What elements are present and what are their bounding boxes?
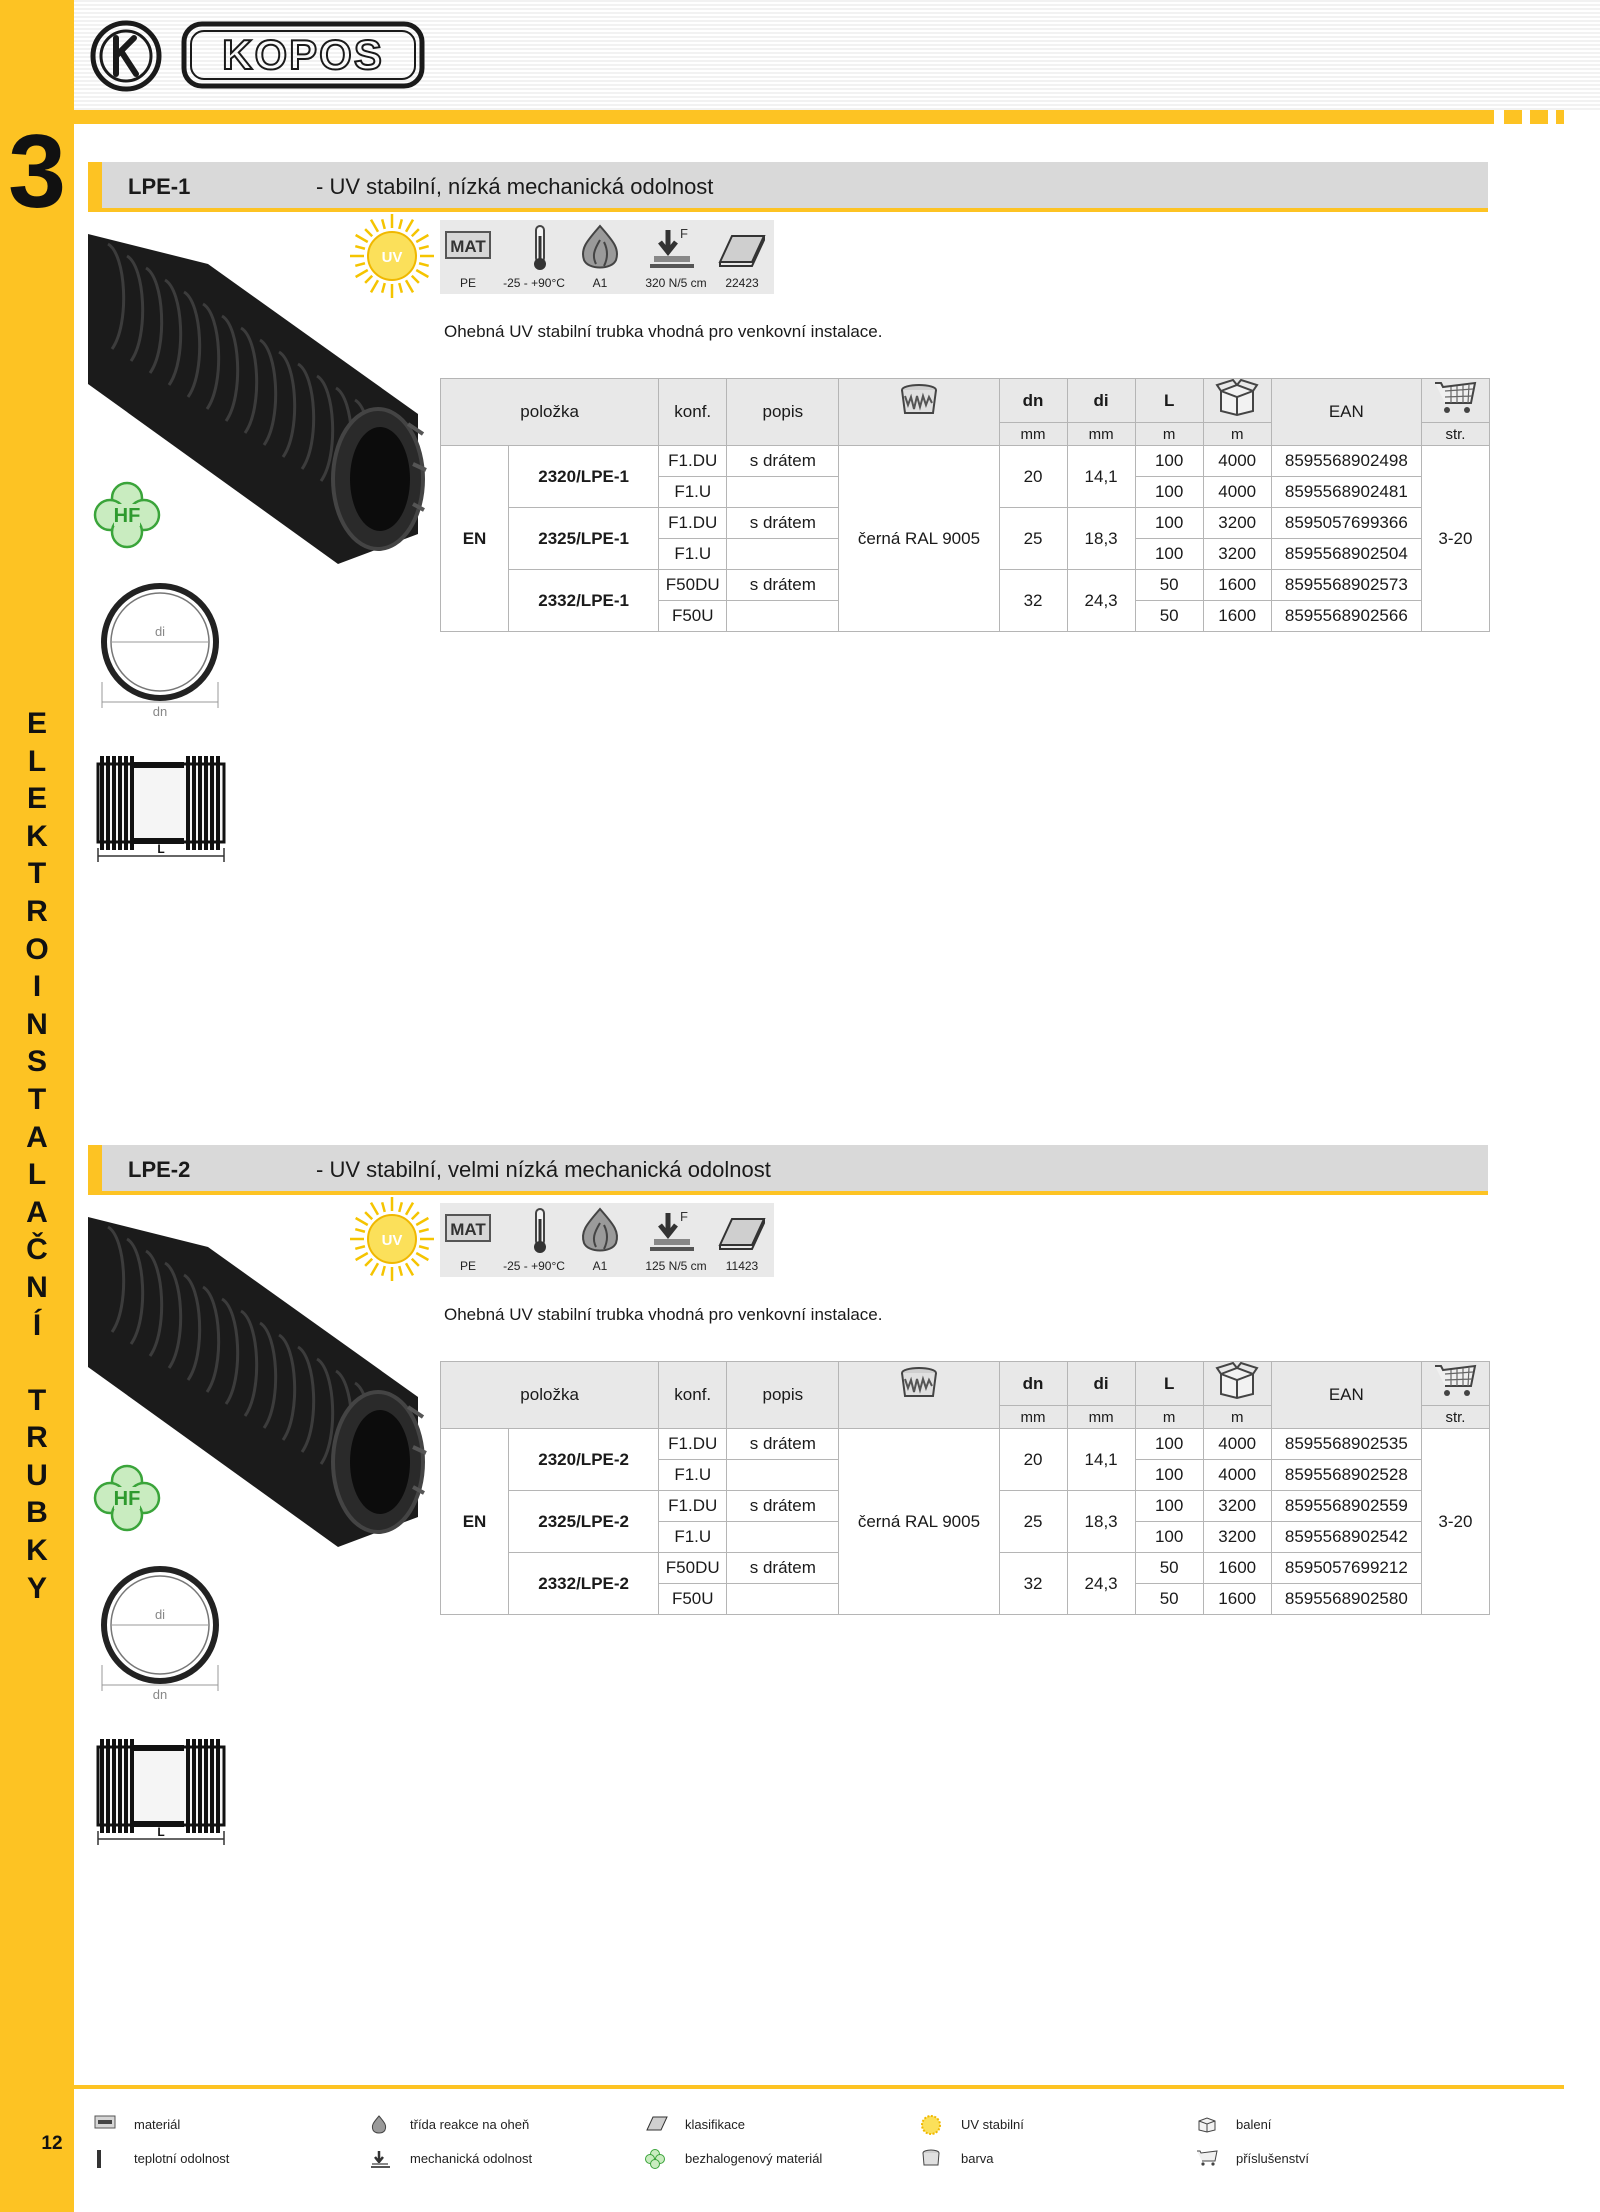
section-header-bar xyxy=(88,162,1488,212)
box-icon xyxy=(1196,2115,1218,2135)
spec-temperature: -25 - +90°C xyxy=(503,276,565,290)
legend-label: bezhalogenový materiál xyxy=(685,2151,823,2166)
length-cell: 100 xyxy=(1135,446,1203,477)
konf-cell: F1.U xyxy=(659,1522,727,1553)
header-accent-block xyxy=(1504,110,1522,124)
table-header-row xyxy=(441,379,1490,423)
vertical-title-letter: S xyxy=(26,1045,47,1079)
popis-cell: s drátem xyxy=(727,446,839,477)
di-label: di xyxy=(154,1607,166,1622)
unit-L: m xyxy=(1135,423,1203,446)
item-code: 2320/LPE-1 xyxy=(509,446,659,508)
ean-cell: 8595568902535 xyxy=(1271,1429,1421,1460)
length-cell: 100 xyxy=(1135,477,1203,508)
product-section xyxy=(88,1145,1488,1839)
spec-classification: 22423 xyxy=(725,276,759,290)
cart-icon xyxy=(1196,2149,1218,2169)
length-cell: 100 xyxy=(1135,508,1203,539)
col-length: L xyxy=(1135,1362,1203,1406)
header-accent-block xyxy=(1530,110,1548,124)
hf-text: HF xyxy=(113,505,141,527)
force-icon xyxy=(370,2149,392,2169)
item-code: 2325/LPE-2 xyxy=(509,1491,659,1553)
pack-cell: 1600 xyxy=(1203,1584,1271,1615)
dn-cell: 32 xyxy=(999,1553,1067,1615)
ean-cell: 8595568902504 xyxy=(1271,539,1421,570)
ean-cell: 8595568902481 xyxy=(1271,477,1421,508)
legend-label: barva xyxy=(961,2151,994,2166)
length-cell: 100 xyxy=(1135,539,1203,570)
di-cell: 24,3 xyxy=(1067,570,1135,632)
vertical-title-letter: T xyxy=(27,857,47,891)
hf-text: HF xyxy=(113,1488,141,1510)
vertical-title-letter: Y xyxy=(26,1571,47,1605)
popis-cell: s drátem xyxy=(727,1553,839,1584)
section-header-accent xyxy=(88,1145,102,1195)
thermometer-icon xyxy=(530,224,550,270)
popis-cell xyxy=(727,539,839,570)
pack-cell: 1600 xyxy=(1203,601,1271,632)
ean-cell: 8595568902580 xyxy=(1271,1584,1421,1615)
product-title: - UV stabilní, velmi nízká mechanická odolnost xyxy=(316,1157,771,1182)
popis-cell xyxy=(727,1522,839,1553)
chapter-number: 3 xyxy=(8,114,66,230)
vertical-title-letter: E xyxy=(26,707,47,740)
product-title: - UV stabilní, nízká mechanická odolnost xyxy=(316,174,714,199)
item-code: 2332/LPE-1 xyxy=(509,570,659,632)
legend-label: materiál xyxy=(134,2117,181,2132)
popis-cell xyxy=(727,477,839,508)
force-icon xyxy=(648,1207,700,1253)
vertical-title-letter: T xyxy=(27,1082,47,1116)
hf-icon xyxy=(645,2149,667,2169)
popis-cell xyxy=(727,1584,839,1615)
dn-cell: 20 xyxy=(999,446,1067,508)
mat-icon-text: MAT xyxy=(450,237,486,256)
konf-cell: F50U xyxy=(659,601,727,632)
di-cell: 14,1 xyxy=(1067,1429,1135,1491)
mat-icon xyxy=(444,230,492,276)
vertical-title-letter: U xyxy=(26,1458,48,1492)
vertical-title-letter: K xyxy=(26,1534,48,1568)
pack-cell: 4000 xyxy=(1203,1460,1271,1491)
length-cell: 100 xyxy=(1135,1491,1203,1522)
box-icon xyxy=(1203,379,1271,423)
col-konf: konf. xyxy=(659,1362,727,1429)
page-ref-cell: 3-20 xyxy=(1421,446,1489,632)
classification-icon xyxy=(716,230,768,276)
ean-cell: 8595568902542 xyxy=(1271,1522,1421,1553)
legend-label: třída reakce na oheň xyxy=(410,2117,530,2132)
table-row xyxy=(441,1429,1490,1460)
vertical-title-letter: I xyxy=(32,970,42,1004)
cart-icon xyxy=(1421,379,1489,423)
di-label: di xyxy=(154,624,166,639)
unit-dn: mm xyxy=(999,1406,1067,1429)
uv-text: UV xyxy=(381,1232,403,1249)
col-konf: konf. xyxy=(659,379,727,446)
spec-classification: 11423 xyxy=(725,1259,759,1273)
ean-cell: 8595568902566 xyxy=(1271,601,1421,632)
classification-icon xyxy=(645,2115,667,2135)
vertical-title-letter: L xyxy=(27,744,47,778)
section-header-accent xyxy=(88,162,102,212)
unit-page: str. xyxy=(1421,423,1489,446)
mat-icon-text: MAT xyxy=(450,1220,486,1239)
spec-box xyxy=(440,1203,774,1277)
uv-icon xyxy=(921,2115,943,2135)
col-popis: popis xyxy=(727,1362,839,1429)
legend-label: UV stabilní xyxy=(961,2117,1024,2132)
konf-cell: F1.DU xyxy=(659,1429,727,1460)
vertical-title-letter: N xyxy=(26,1270,48,1304)
product-code: LPE-2 xyxy=(128,1157,191,1182)
ean-cell: 8595568902528 xyxy=(1271,1460,1421,1491)
pack-cell: 1600 xyxy=(1203,570,1271,601)
vertical-title-letter: T xyxy=(27,1383,47,1417)
force-label: F xyxy=(680,1209,688,1224)
col-item: položka xyxy=(441,379,659,446)
vertical-title-letter xyxy=(0,1344,74,1382)
di-cell: 18,3 xyxy=(1067,508,1135,570)
legend-label: klasifikace xyxy=(685,2117,745,2132)
page-ref-cell: 3-20 xyxy=(1421,1429,1489,1615)
uv-text: UV xyxy=(381,249,403,266)
spec-box xyxy=(440,220,774,294)
dn-cell: 25 xyxy=(999,508,1067,570)
konf-cell: F1.U xyxy=(659,539,727,570)
vertical-title-letter: A xyxy=(26,1120,48,1154)
force-label: F xyxy=(680,226,688,241)
box-icon xyxy=(1203,1362,1271,1406)
col-ean: EAN xyxy=(1271,1362,1421,1429)
legend-label: teplotní odolnost xyxy=(134,2151,230,2166)
vertical-title-letter: Í xyxy=(32,1308,42,1342)
length-cell: 100 xyxy=(1135,1460,1203,1491)
ean-cell: 8595568902573 xyxy=(1271,570,1421,601)
pack-cell: 3200 xyxy=(1203,539,1271,570)
legend-divider xyxy=(74,2085,1564,2089)
col-item: položka xyxy=(441,1362,659,1429)
mat-icon xyxy=(444,1213,492,1259)
popis-cell xyxy=(727,601,839,632)
item-code: 2320/LPE-2 xyxy=(509,1429,659,1491)
konf-cell: F50DU xyxy=(659,570,727,601)
norm-cell: EN xyxy=(441,446,509,632)
popis-cell: s drátem xyxy=(727,1491,839,1522)
thermometer-icon xyxy=(94,2149,116,2169)
vertical-title-letter: E xyxy=(26,782,47,816)
page-number: 12 xyxy=(41,2133,63,2154)
product-description: Ohebná UV stabilní trubka vhodná pro venkovní instalace. xyxy=(444,322,883,341)
vertical-title-letter: B xyxy=(26,1496,48,1530)
vertical-title-letter: O xyxy=(25,932,49,966)
diameter-drawing xyxy=(98,1565,228,1700)
thermometer-icon xyxy=(530,1207,550,1253)
spec-mechanical: 320 N/5 cm xyxy=(645,276,707,290)
length-cell: 50 xyxy=(1135,570,1203,601)
uv-icon xyxy=(350,1197,434,1281)
header-accent-block xyxy=(1556,110,1564,124)
spec-fire-class: A1 xyxy=(592,1259,608,1273)
vertical-title-letter: R xyxy=(26,894,48,928)
length-label: L xyxy=(157,842,165,856)
product-section xyxy=(88,162,1488,856)
product-table xyxy=(440,1361,1490,1615)
cart-icon xyxy=(1421,1362,1489,1406)
col-dn: dn xyxy=(999,379,1067,423)
unit-L: m xyxy=(1135,1406,1203,1429)
product-code: LPE-1 xyxy=(128,174,191,199)
col-popis: popis xyxy=(727,379,839,446)
konf-cell: F50DU xyxy=(659,1553,727,1584)
color-icon xyxy=(839,1362,999,1429)
col-length: L xyxy=(1135,379,1203,423)
pack-cell: 3200 xyxy=(1203,1522,1271,1553)
color-icon xyxy=(839,379,999,446)
length-cell: 50 xyxy=(1135,601,1203,632)
norm-cell: EN xyxy=(441,1429,509,1615)
flame-icon xyxy=(370,2115,392,2135)
dn-cell: 32 xyxy=(999,570,1067,632)
unit-page: str. xyxy=(1421,1406,1489,1429)
vertical-title-letter: L xyxy=(27,1158,47,1192)
color-icon xyxy=(921,2149,943,2169)
color-cell: černá RAL 9005 xyxy=(839,446,999,632)
pack-cell: 1600 xyxy=(1203,1553,1271,1584)
konf-cell: F1.U xyxy=(659,477,727,508)
flame-icon xyxy=(578,1207,622,1253)
classification-icon xyxy=(716,1213,768,1259)
unit-pack: m xyxy=(1203,1406,1271,1429)
di-cell: 24,3 xyxy=(1067,1553,1135,1615)
pack-cell: 4000 xyxy=(1203,477,1271,508)
pack-cell: 3200 xyxy=(1203,1491,1271,1522)
vertical-title-letter: Č xyxy=(26,1233,48,1267)
pack-cell: 3200 xyxy=(1203,508,1271,539)
length-cell: 100 xyxy=(1135,1522,1203,1553)
table-header-row xyxy=(441,1362,1490,1406)
pack-cell: 4000 xyxy=(1203,446,1271,477)
col-di: di xyxy=(1067,379,1135,423)
konf-cell: F50U xyxy=(659,1584,727,1615)
konf-cell: F1.DU xyxy=(659,508,727,539)
popis-cell xyxy=(727,1460,839,1491)
popis-cell: s drátem xyxy=(727,508,839,539)
kopos-logo xyxy=(88,18,428,92)
item-code: 2332/LPE-2 xyxy=(509,1553,659,1615)
hf-icon xyxy=(92,480,162,550)
ean-cell: 8595568902498 xyxy=(1271,446,1421,477)
ean-cell: 8595057699366 xyxy=(1271,508,1421,539)
popis-cell: s drátem xyxy=(727,1429,839,1460)
unit-di: mm xyxy=(1067,1406,1135,1429)
hf-icon xyxy=(92,1463,162,1533)
legend-label: příslušenství xyxy=(1236,2151,1309,2166)
diameter-drawing xyxy=(98,582,228,717)
unit-di: mm xyxy=(1067,423,1135,446)
spec-material: PE xyxy=(459,1259,476,1273)
dn-label: dn xyxy=(152,1687,168,1700)
konf-cell: F1.U xyxy=(659,1460,727,1491)
header-accent-line xyxy=(74,110,1494,124)
ean-cell: 8595568902559 xyxy=(1271,1491,1421,1522)
product-description: Ohebná UV stabilní trubka vhodná pro venkovní instalace. xyxy=(444,1305,883,1324)
unit-pack: m xyxy=(1203,423,1271,446)
spec-temperature: -25 - +90°C xyxy=(503,1259,565,1273)
product-table xyxy=(440,378,1490,632)
flame-icon xyxy=(578,224,622,270)
dn-cell: 20 xyxy=(999,1429,1067,1491)
legend-label: mechanická odolnost xyxy=(410,2151,533,2166)
spec-mechanical: 125 N/5 cm xyxy=(645,1259,707,1273)
pack-cell: 4000 xyxy=(1203,1429,1271,1460)
vertical-title-letter: A xyxy=(26,1195,48,1229)
length-cell: 100 xyxy=(1135,1429,1203,1460)
ean-cell: 8595057699212 xyxy=(1271,1553,1421,1584)
length-drawing xyxy=(94,1735,228,1847)
chapter-vertical-title xyxy=(0,705,74,1607)
color-cell: černá RAL 9005 xyxy=(839,1429,999,1615)
legend-label: balení xyxy=(1236,2117,1272,2132)
item-code: 2325/LPE-1 xyxy=(509,508,659,570)
spec-material: PE xyxy=(459,276,476,290)
vertical-title-letter: N xyxy=(26,1007,48,1041)
di-cell: 18,3 xyxy=(1067,1491,1135,1553)
section-header-bar xyxy=(88,1145,1488,1195)
length-cell: 50 xyxy=(1135,1553,1203,1584)
table-row xyxy=(441,446,1490,477)
konf-cell: F1.DU xyxy=(659,446,727,477)
length-drawing xyxy=(94,752,228,864)
vertical-title-letter: R xyxy=(26,1421,48,1455)
length-label: L xyxy=(157,1825,165,1839)
mat-icon xyxy=(94,2115,116,2135)
force-icon xyxy=(648,224,700,270)
logo-text: KOPOS xyxy=(222,31,384,78)
dn-label: dn xyxy=(152,704,168,717)
unit-dn: mm xyxy=(999,423,1067,446)
di-cell: 14,1 xyxy=(1067,446,1135,508)
col-dn: dn xyxy=(999,1362,1067,1406)
uv-icon xyxy=(350,214,434,298)
spec-fire-class: A1 xyxy=(592,276,608,290)
popis-cell: s drátem xyxy=(727,570,839,601)
col-ean: EAN xyxy=(1271,379,1421,446)
col-di: di xyxy=(1067,1362,1135,1406)
length-cell: 50 xyxy=(1135,1584,1203,1615)
konf-cell: F1.DU xyxy=(659,1491,727,1522)
vertical-title-letter: K xyxy=(26,819,48,853)
dn-cell: 25 xyxy=(999,1491,1067,1553)
